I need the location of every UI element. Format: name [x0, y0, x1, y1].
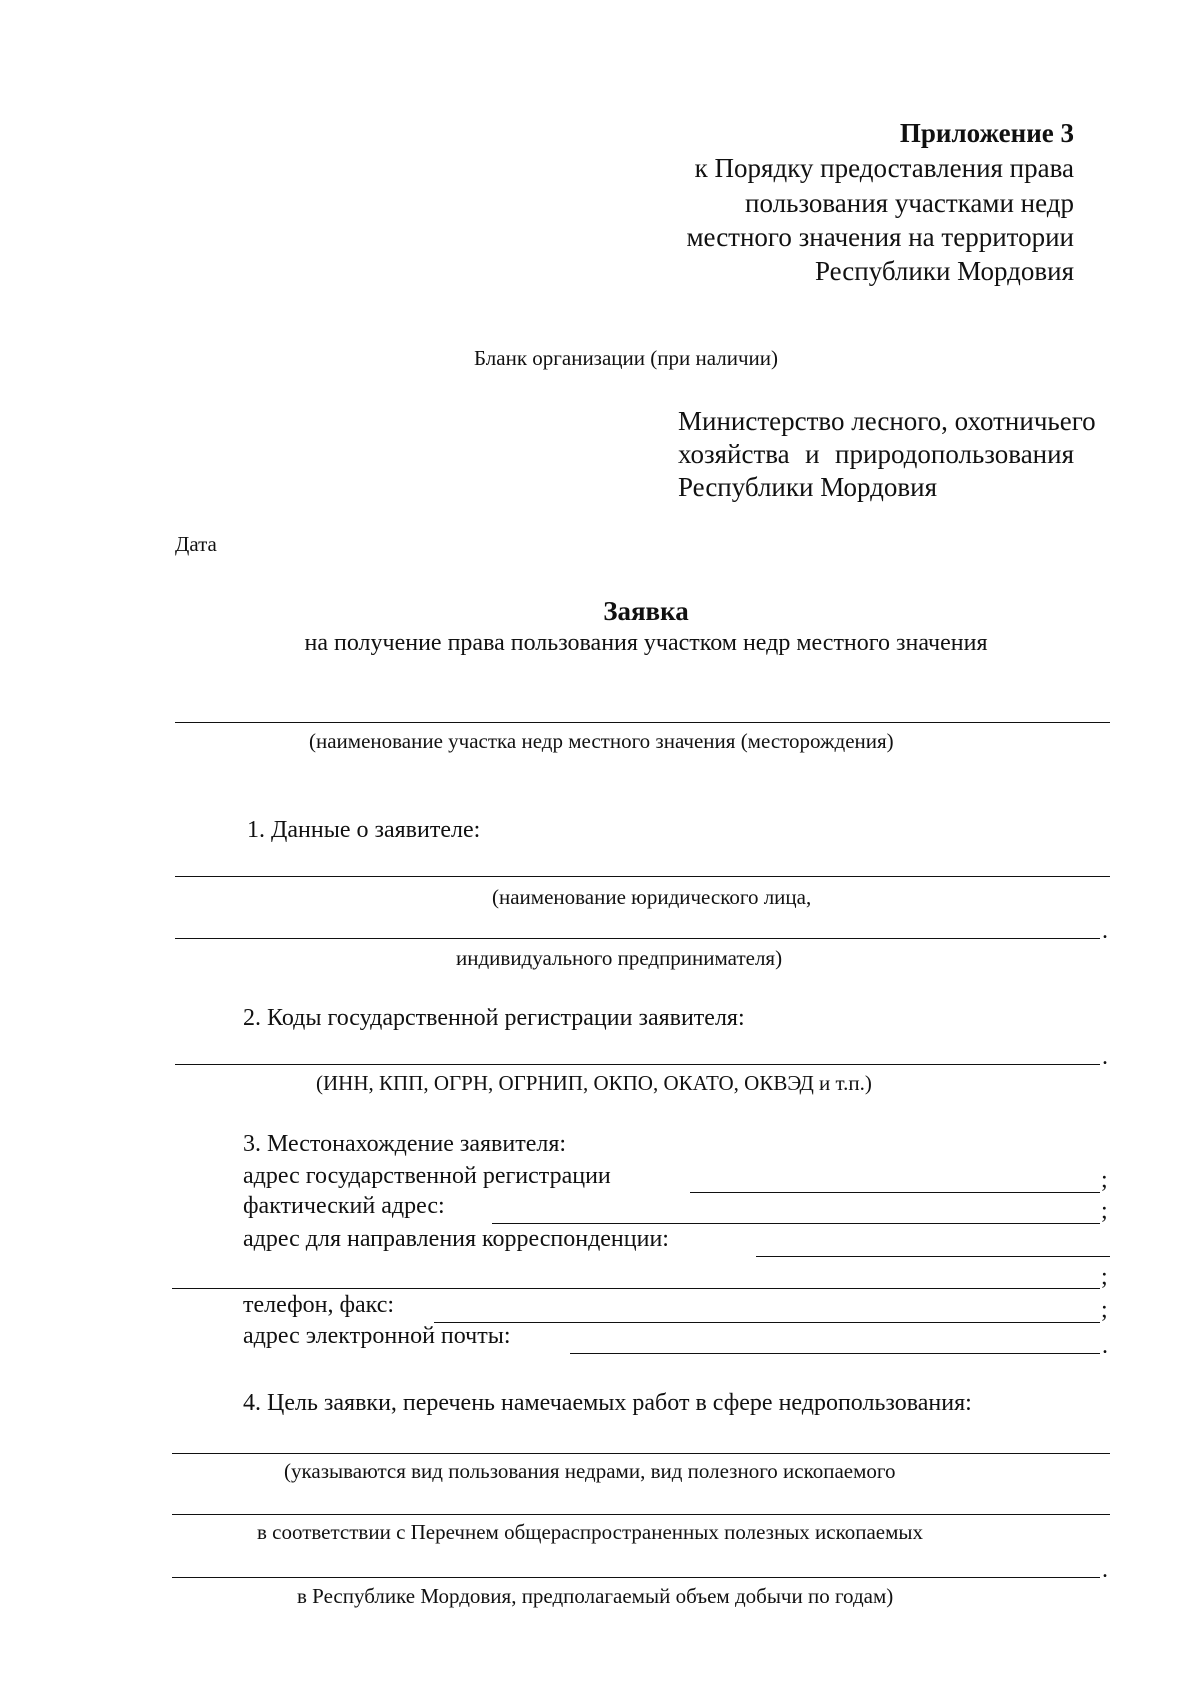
phone-fax-blank[interactable] [434, 1322, 1100, 1323]
email-label: адрес электронной почты: [243, 1323, 511, 1349]
form-title: Заявка [603, 596, 689, 626]
section1-heading: 1. Данные о заявителе: [247, 817, 481, 843]
purpose-caption-2: в соответствии с Перечнем общераспространенных полезных ископаемых [257, 1520, 924, 1544]
email-blank[interactable] [570, 1353, 1100, 1354]
addressee-line-2: хозяйства и природопользования [678, 439, 1074, 469]
applicant-name-blank-2[interactable] [175, 938, 1100, 939]
letterhead-note: Бланк организации (при наличии) [474, 346, 778, 370]
purpose-period: . [1102, 1557, 1108, 1583]
appendix-line-2: пользования участками недр [745, 188, 1074, 218]
appendix-line-3: местного значения на территории [686, 222, 1074, 252]
actual-address-semicolon: ; [1101, 1198, 1108, 1224]
purpose-blank-3[interactable] [172, 1577, 1100, 1578]
purpose-blank-1[interactable] [172, 1453, 1110, 1454]
codes-period: . [1102, 1044, 1108, 1070]
addressee-line-3: Республики Мордовия [678, 472, 938, 502]
actual-address-blank[interactable] [492, 1223, 1100, 1224]
section4-heading: 4. Цель заявки, перечень намечаемых работ в сфере недропользования: [243, 1390, 972, 1416]
phone-fax-label: телефон, факс: [243, 1292, 395, 1318]
appendix-line-1: к Порядку предоставления права [694, 153, 1074, 183]
reg-address-semicolon: ; [1101, 1167, 1108, 1193]
purpose-blank-2[interactable] [172, 1514, 1110, 1515]
applicant-name-blank-1[interactable] [175, 876, 1110, 877]
section2-heading: 2. Коды государственной регистрации заявителя: [243, 1005, 745, 1031]
applicant-caption-1: (наименование юридического лица, [492, 885, 812, 909]
applicant-caption-2: индивидуального предпринимателя) [456, 946, 783, 970]
appendix-line-4: Республики Мордовия [814, 256, 1074, 286]
email-period: . [1102, 1333, 1108, 1359]
section3-heading: 3. Местонахождение заявителя: [243, 1131, 567, 1157]
reg-address-label: адрес государственной регистрации [243, 1163, 611, 1189]
site-name-caption: (наименование участка недр местного значения (месторождения) [309, 729, 894, 753]
registration-codes-blank[interactable] [175, 1064, 1100, 1065]
appendix-title: Приложение 3 [899, 118, 1074, 148]
codes-caption: (ИНН, КПП, ОГРН, ОГРНИП, ОКПО, ОКАТО, ОКВЭД и т.п.) [316, 1071, 872, 1095]
date-label: Дата [175, 532, 217, 556]
mail-address-label: адрес для направления корреспонденции: [243, 1226, 669, 1252]
purpose-caption-3: в Республике Мордовия, предполагаемый объем добычи по годам) [297, 1584, 894, 1608]
reg-address-blank[interactable] [690, 1192, 1100, 1193]
addressee-line-1: Министерство лесного, охотничьего [678, 406, 1096, 436]
purpose-caption-1: (указываются вид пользования недрами, вид полезного ископаемого [284, 1459, 896, 1483]
applicant-period: . [1102, 918, 1108, 944]
phone-fax-semicolon: ; [1101, 1297, 1108, 1323]
form-subtitle: на получение права пользования участком недр местного значения [304, 630, 988, 656]
mail-address-blank-1[interactable] [756, 1256, 1110, 1257]
mail-address-blank-2[interactable] [172, 1288, 1100, 1289]
site-name-blank[interactable] [175, 722, 1110, 723]
actual-address-label: фактический адрес: [243, 1193, 445, 1219]
mail-address-semicolon: ; [1101, 1264, 1108, 1290]
